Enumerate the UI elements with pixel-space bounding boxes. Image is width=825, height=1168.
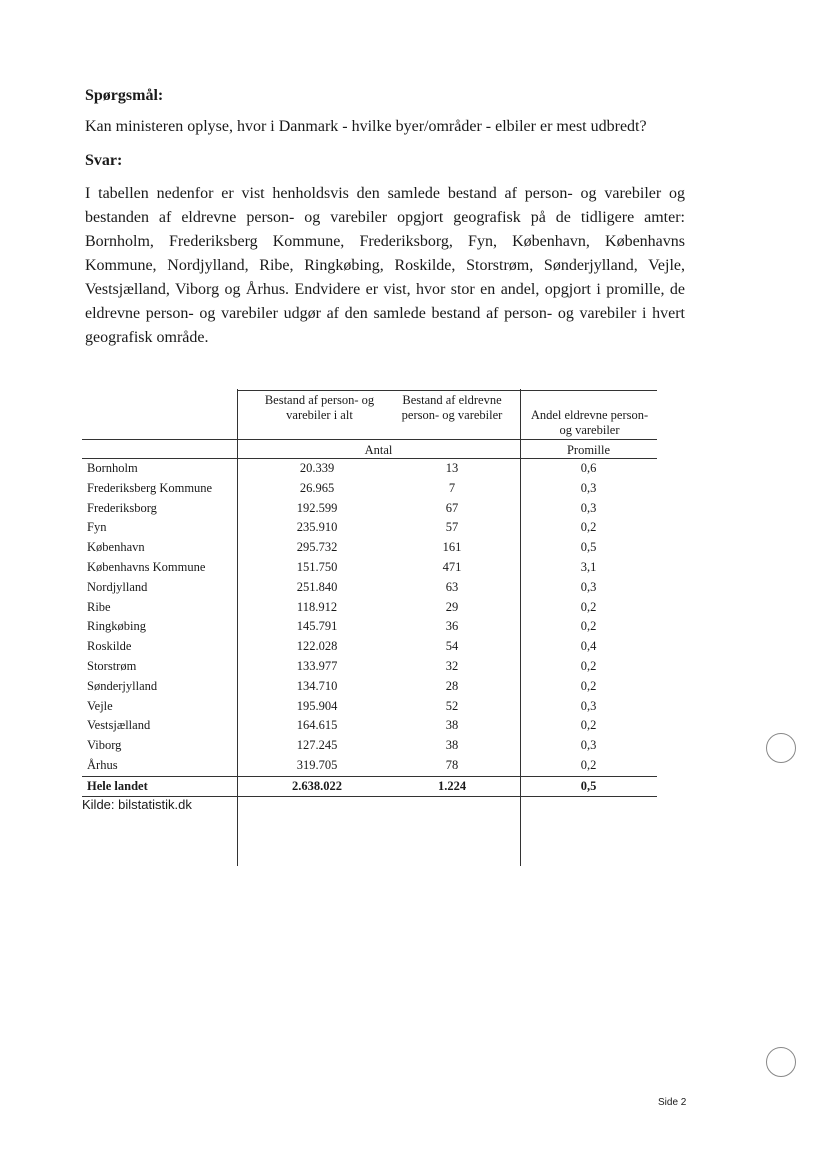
- row-share: 0,6: [580, 461, 597, 475]
- row-share: 0,2: [580, 599, 597, 614]
- table-row: [82, 598, 657, 618]
- vehicle-table: [82, 389, 657, 797]
- row-electric-vehicles: 29: [445, 599, 459, 614]
- row-total-vehicles: 164.615: [296, 718, 338, 733]
- column-header-electric: Bestand af eldrevne person- og varebiler: [401, 393, 503, 422]
- row-region: Roskilde: [87, 639, 132, 654]
- row-total-vehicles: 134.710: [296, 678, 338, 693]
- row-electric-vehicles: 36: [445, 619, 459, 634]
- row-electric-vehicles: 67: [445, 500, 459, 515]
- row-region: Viborg: [87, 738, 122, 753]
- table-row: [82, 697, 657, 717]
- row-electric-vehicles: 13: [445, 461, 459, 475]
- question-text: Kan ministeren oplyse, hvor i Danmark - hvilke byer/områder - elbiler er mest udbredt?: [85, 118, 647, 135]
- row-electric-vehicles: 471: [442, 559, 462, 574]
- table-row: [82, 617, 657, 637]
- total-electric: 1.224: [437, 778, 467, 793]
- row-share: 0,4: [580, 639, 597, 654]
- table-row: [82, 736, 657, 756]
- row-region: Bornholm: [87, 461, 138, 475]
- row-region: Vejle: [87, 698, 113, 713]
- table-body: [82, 459, 657, 776]
- row-region: Ringkøbing: [87, 619, 147, 634]
- header-rule: [82, 439, 657, 440]
- row-total-vehicles: 118.912: [296, 599, 338, 614]
- row-region: Vestsjælland: [87, 718, 151, 733]
- row-electric-vehicles: 52: [445, 698, 459, 713]
- row-electric-vehicles: 78: [445, 757, 459, 772]
- row-share: 0,2: [580, 520, 597, 535]
- table-row: [82, 499, 657, 519]
- row-share: 0,2: [580, 757, 597, 772]
- row-region: Nordjylland: [87, 579, 148, 594]
- row-region: Ribe: [87, 599, 111, 614]
- row-total-vehicles: 295.732: [296, 540, 338, 555]
- column-header-total: Bestand af person- og varebiler i alt: [264, 393, 375, 422]
- row-total-vehicles: 151.750: [296, 559, 338, 574]
- table-row: [82, 637, 657, 657]
- row-share: 0,3: [580, 579, 597, 594]
- row-region: Sønderjylland: [87, 678, 158, 693]
- row-electric-vehicles: 54: [445, 639, 459, 654]
- table-row: [82, 578, 657, 598]
- row-share: 0,5: [580, 540, 597, 555]
- row-region: Københavns Kommune: [87, 559, 206, 574]
- row-share: 0,3: [580, 500, 597, 515]
- row-region: Frederiksberg Kommune: [87, 480, 213, 495]
- table-total-row: [82, 776, 657, 797]
- row-total-vehicles: 235.910: [296, 520, 338, 535]
- table-top-rule: [237, 390, 657, 391]
- row-total-vehicles: 192.599: [296, 500, 338, 515]
- row-total-vehicles: 145.791: [296, 619, 338, 634]
- row-share: 0,2: [580, 619, 597, 634]
- row-region: Århus: [87, 757, 118, 772]
- page-number: Side 2: [658, 1097, 687, 1108]
- row-electric-vehicles: 32: [445, 658, 459, 673]
- table-header: [82, 389, 657, 459]
- row-electric-vehicles: 7: [448, 480, 456, 495]
- unit-promille: Promille: [566, 443, 611, 457]
- table-row: [82, 677, 657, 697]
- table-row: [82, 657, 657, 677]
- row-total-vehicles: 127.245: [296, 738, 338, 753]
- row-electric-vehicles: 28: [445, 678, 459, 693]
- total-share: 0,5: [580, 778, 597, 793]
- row-share: 0,2: [580, 658, 597, 673]
- row-total-vehicles: 133.977: [296, 658, 338, 673]
- punch-hole-mark: [766, 733, 796, 763]
- table-row: [82, 558, 657, 578]
- row-share: 0,3: [580, 480, 597, 495]
- row-region: Fyn: [87, 520, 107, 535]
- table-row: [82, 479, 657, 499]
- source-note: Kilde: bilstatistik.dk: [82, 797, 192, 812]
- column-header-share: Andel eldrevne person- og varebiler: [530, 408, 649, 437]
- row-electric-vehicles: 161: [442, 540, 462, 555]
- row-total-vehicles: 319.705: [296, 757, 338, 772]
- total-vehicles: 2.638.022: [292, 778, 342, 793]
- row-share: 0,3: [580, 698, 597, 713]
- row-region: Storstrøm: [87, 658, 137, 673]
- row-electric-vehicles: 57: [445, 520, 459, 535]
- unit-antal: Antal: [364, 443, 393, 457]
- row-share: 3,1: [580, 559, 597, 574]
- answer-heading: Svar:: [85, 152, 123, 169]
- row-share: 0,2: [580, 678, 597, 693]
- row-total-vehicles: 20.339: [299, 461, 335, 475]
- row-region: Frederiksborg: [87, 500, 157, 515]
- table-row: [82, 716, 657, 736]
- row-share: 0,2: [580, 718, 597, 733]
- answer-text: I tabellen nedenfor er vist henholdsvis den samlede bestand af person- og varebiler og bestanden af eldrevne person- og varebiler opgjort geografisk på de tidligere amter: Bornholm, Frederiksberg Kommune, Frederiksborg, Fyn, København, Københavns Kommune, Nordjylland, Ribe, Ringkøbing, Roskilde, Storstrøm, Sønderjylland, Vejle, Vestsjælland, Viborg og Århus. Endvidere er vist, hvor stor en andel, opgjort i promille, de eldrevne person- og varebiler udgør af den samlede bestand af person- og varebiler i hvert geografisk område.: [85, 185, 685, 346]
- row-electric-vehicles: 38: [445, 738, 459, 753]
- question-heading: Spørgsmål:: [85, 87, 164, 104]
- table-row: [82, 518, 657, 538]
- row-region: København: [87, 540, 145, 555]
- total-region: Hele landet: [87, 778, 148, 793]
- punch-hole-mark: [766, 1047, 796, 1077]
- table-row: [82, 538, 657, 558]
- row-total-vehicles: 26.965: [299, 480, 335, 495]
- row-total-vehicles: 122.028: [296, 639, 338, 654]
- row-total-vehicles: 251.840: [296, 579, 338, 594]
- row-share: 0,3: [580, 738, 597, 753]
- row-electric-vehicles: 63: [445, 579, 459, 594]
- row-total-vehicles: 195.904: [296, 698, 338, 713]
- table-row: [82, 459, 657, 479]
- table-row: [82, 756, 657, 776]
- row-electric-vehicles: 38: [445, 718, 459, 733]
